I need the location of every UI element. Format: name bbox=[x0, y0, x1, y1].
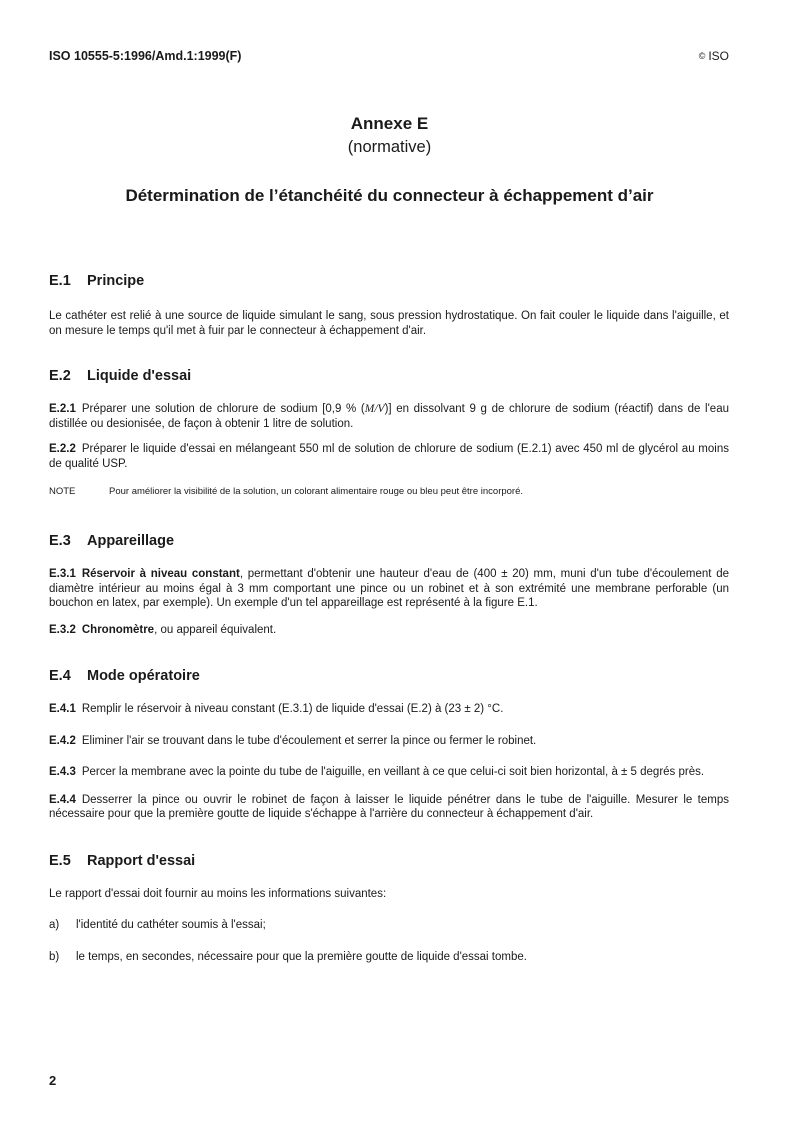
annex-body bbox=[49, 272, 729, 964]
clause-number: E.3.1 bbox=[49, 568, 76, 580]
section-title: Mode opératoire bbox=[87, 668, 200, 684]
note bbox=[49, 486, 729, 498]
paragraph-e4-4 bbox=[49, 793, 729, 822]
section-heading-e2 bbox=[49, 367, 729, 385]
clause-number: E.4.2 bbox=[49, 734, 76, 747]
section-title: Principe bbox=[87, 273, 145, 289]
section-heading-e5 bbox=[49, 852, 729, 870]
paragraph-e5-intro: Le rapport d'essai doit fournir au moins les informations suivantes: bbox=[49, 887, 387, 900]
clause-text: , ou appareil équivalent. bbox=[154, 623, 277, 636]
paragraph-e4-3 bbox=[49, 765, 729, 780]
clause-text: Remplir le réservoir à niveau constant (E.3.1) de liquide d'essai (E.2) à (23 ± 2) °C. bbox=[81, 703, 504, 715]
clause-number: E.4.1 bbox=[49, 703, 76, 715]
paragraph-e2-2 bbox=[49, 442, 729, 471]
clause-number: E.3.2 bbox=[49, 623, 76, 636]
paragraph-e4-1 bbox=[49, 702, 729, 717]
section-number: E.1 bbox=[49, 273, 71, 289]
list-item-text: le temps, en secondes, nécessaire pour que la première goutte de liquide d'essai tombe. bbox=[76, 950, 527, 963]
clause-text-italic: M/V bbox=[364, 403, 385, 415]
note-text: Pour améliorer la visibilité de la solution, un colorant alimentaire rouge ou bleu peut être incorporé. bbox=[109, 486, 524, 497]
paragraph-e3-1 bbox=[49, 567, 729, 611]
clause-text: Eliminer l'air se trouvant dans le tube d'écoulement et serrer la pince ou fermer le robinet. bbox=[81, 734, 537, 747]
clause-number: E.4.4 bbox=[49, 793, 76, 806]
clause-number: E.2.2 bbox=[49, 443, 76, 455]
section-heading-e4 bbox=[49, 667, 729, 685]
paragraph-e2-1 bbox=[49, 402, 729, 431]
section-title: Rapport d'essai bbox=[87, 852, 196, 869]
section-title: Liquide d'essai bbox=[87, 368, 192, 384]
copyright-notice bbox=[699, 49, 729, 63]
section-number: E.5 bbox=[49, 852, 71, 869]
copyright-owner: ISO bbox=[708, 49, 729, 63]
section-heading-e3 bbox=[49, 532, 729, 550]
page-number: 2 bbox=[49, 1073, 57, 1088]
clause-number: E.4.3 bbox=[49, 766, 76, 778]
clause-text: Percer la membrane avec la pointe du tube de l'aiguille, en veillant à ce que celui-ci soit bien horizontal, à ± 5 degrés près. bbox=[81, 766, 705, 778]
clause-text: Desserrer la pince ou ouvrir le robinet de façon à laisser le liquide pénétrer dans le tube de l'aiguille. Mesurer le temps nécessaire pour que la première goutte de liquide s'échappe à l'arrière du connecteur à échappement d'air. bbox=[49, 793, 729, 820]
section-title: Appareillage bbox=[87, 533, 175, 549]
annex-subtitle: (normative) bbox=[347, 138, 432, 156]
list-item-label: b) bbox=[49, 950, 60, 963]
annex-title: Annexe E bbox=[350, 114, 429, 133]
clause-term: Chronomètre bbox=[81, 623, 155, 636]
section-number: E.3 bbox=[49, 533, 71, 549]
section-number: E.2 bbox=[49, 368, 71, 384]
clause-text: )] en dissolvant 9 g de chlorure de sodium (réactif) dans de l'eau distillée ou desionisée, de façon à obtenir 1 litre de solution. bbox=[49, 403, 729, 430]
paragraph-e3-2 bbox=[49, 623, 729, 638]
document-reference: ISO 10555-5:1996/Amd.1:1999(F) bbox=[49, 49, 242, 63]
clause-text: Préparer une solution de chlorure de sodium [0,9 % ( bbox=[81, 403, 365, 415]
paragraph-e1: Le cathéter est relié à une source de liquide simulant le sang, sous pression hydrostatique. On fait couler le liquide dans l'aiguille, et on mesure le temps qu'il met à fuir par le connecteur à échappement d'air. bbox=[49, 310, 729, 337]
list-item bbox=[49, 918, 729, 933]
clause-text: Préparer le liquide d'essai en mélangeant 550 ml de solution de chlorure de sodium (E.2.1) avec 450 ml de glycérol au moins de qualité USP. bbox=[49, 443, 729, 470]
clause-text: , permettant d'obtenir une hauteur d'eau de (400 ± 20) mm, muni d'un tube d'écoulement de diamètre intérieur au moins égal à 3 mm comportant une pince ou un robinet et à son extrémité une membrane perforable (un bouchon en latex, par exemple). Un exemple d'un tel appareillage est représenté à la figure E.1. bbox=[49, 568, 729, 609]
section-number: E.4 bbox=[49, 668, 71, 684]
paragraph-e4-2 bbox=[49, 734, 729, 749]
list-item-label: a) bbox=[49, 919, 60, 931]
copyright-symbol: © bbox=[698, 51, 706, 61]
note-label: NOTE bbox=[49, 486, 76, 497]
list-item bbox=[49, 950, 729, 965]
clause-number: E.2.1 bbox=[49, 403, 76, 415]
clause-term: Réservoir à niveau constant bbox=[81, 568, 240, 580]
annex-heading: Détermination de l’étanchéité du connecteur à échappement d’air bbox=[125, 186, 654, 205]
list-item-text: l'identité du cathéter soumis à l'essai; bbox=[76, 919, 266, 931]
section-heading-e1 bbox=[49, 272, 729, 290]
